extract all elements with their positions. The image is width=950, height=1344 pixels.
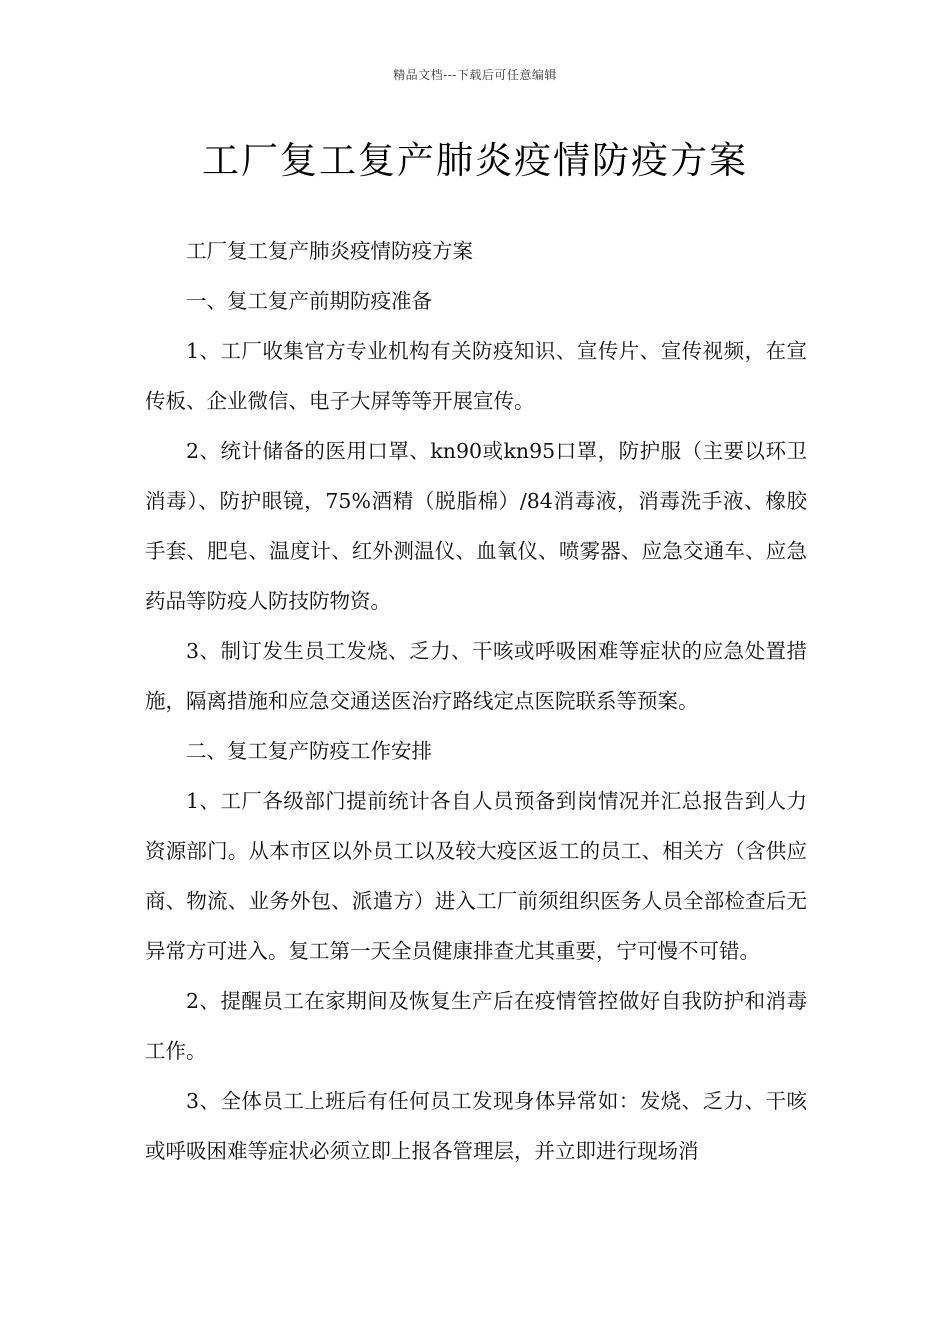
section-heading: 一、复工复产前期防疫准备	[186, 289, 432, 313]
document-title: 工厂复工复产肺炎疫情防疫方案	[202, 139, 748, 182]
paragraph: 工厂复工复产肺炎疫情防疫方案	[186, 239, 473, 263]
paragraph: 2、提醒员工在家期间及恢复生产后在疫情管控做好自我防护和消毒工作。	[145, 989, 807, 1063]
section-heading: 二、复工复产防疫工作安排	[186, 739, 432, 763]
document-body	[145, 226, 807, 1176]
header-note: 精品文档---下载后可任意编辑	[393, 68, 557, 82]
paragraph: 3、制订发生员工发烧、乏力、干咳或呼吸困难等症状的应急处置措施，隔离措施和应急交通送医治疗路线定点医院联系等预案。	[145, 639, 807, 713]
paragraph: 1、工厂收集官方专业机构有关防疫知识、宣传片、宣传视频，在宣传板、企业微信、电子大屏等等开展宣传。	[145, 339, 807, 413]
paragraph: 1、工厂各级部门提前统计各自人员预备到岗情况并汇总报告到人力资源部门。从本市区以外员工以及较大疫区返工的员工、相关方（含供应商、物流、业务外包、派遣方）进入工厂前须组织医务人员全部检查后无异常方可进入。复工第一天全员健康排查尤其重要，宁可慢不可错。	[145, 789, 807, 963]
paragraph: 2、统计储备的医用口罩、kn90或kn95口罩，防护服（主要以环卫消毒）、防护眼镜，75%酒精（脱脂棉）/84消毒液，消毒洗手液、橡胶手套、肥皂、温度计、红外测温仪、血氧仪、喷雾器、应急交通车、应急药品等防疫人防技防物资。	[145, 439, 807, 613]
paragraph: 3、全体员工上班后有任何员工发现身体异常如：发烧、乏力、干咳或呼吸困难等症状必须立即上报各管理层，并立即进行现场消	[145, 1089, 807, 1163]
